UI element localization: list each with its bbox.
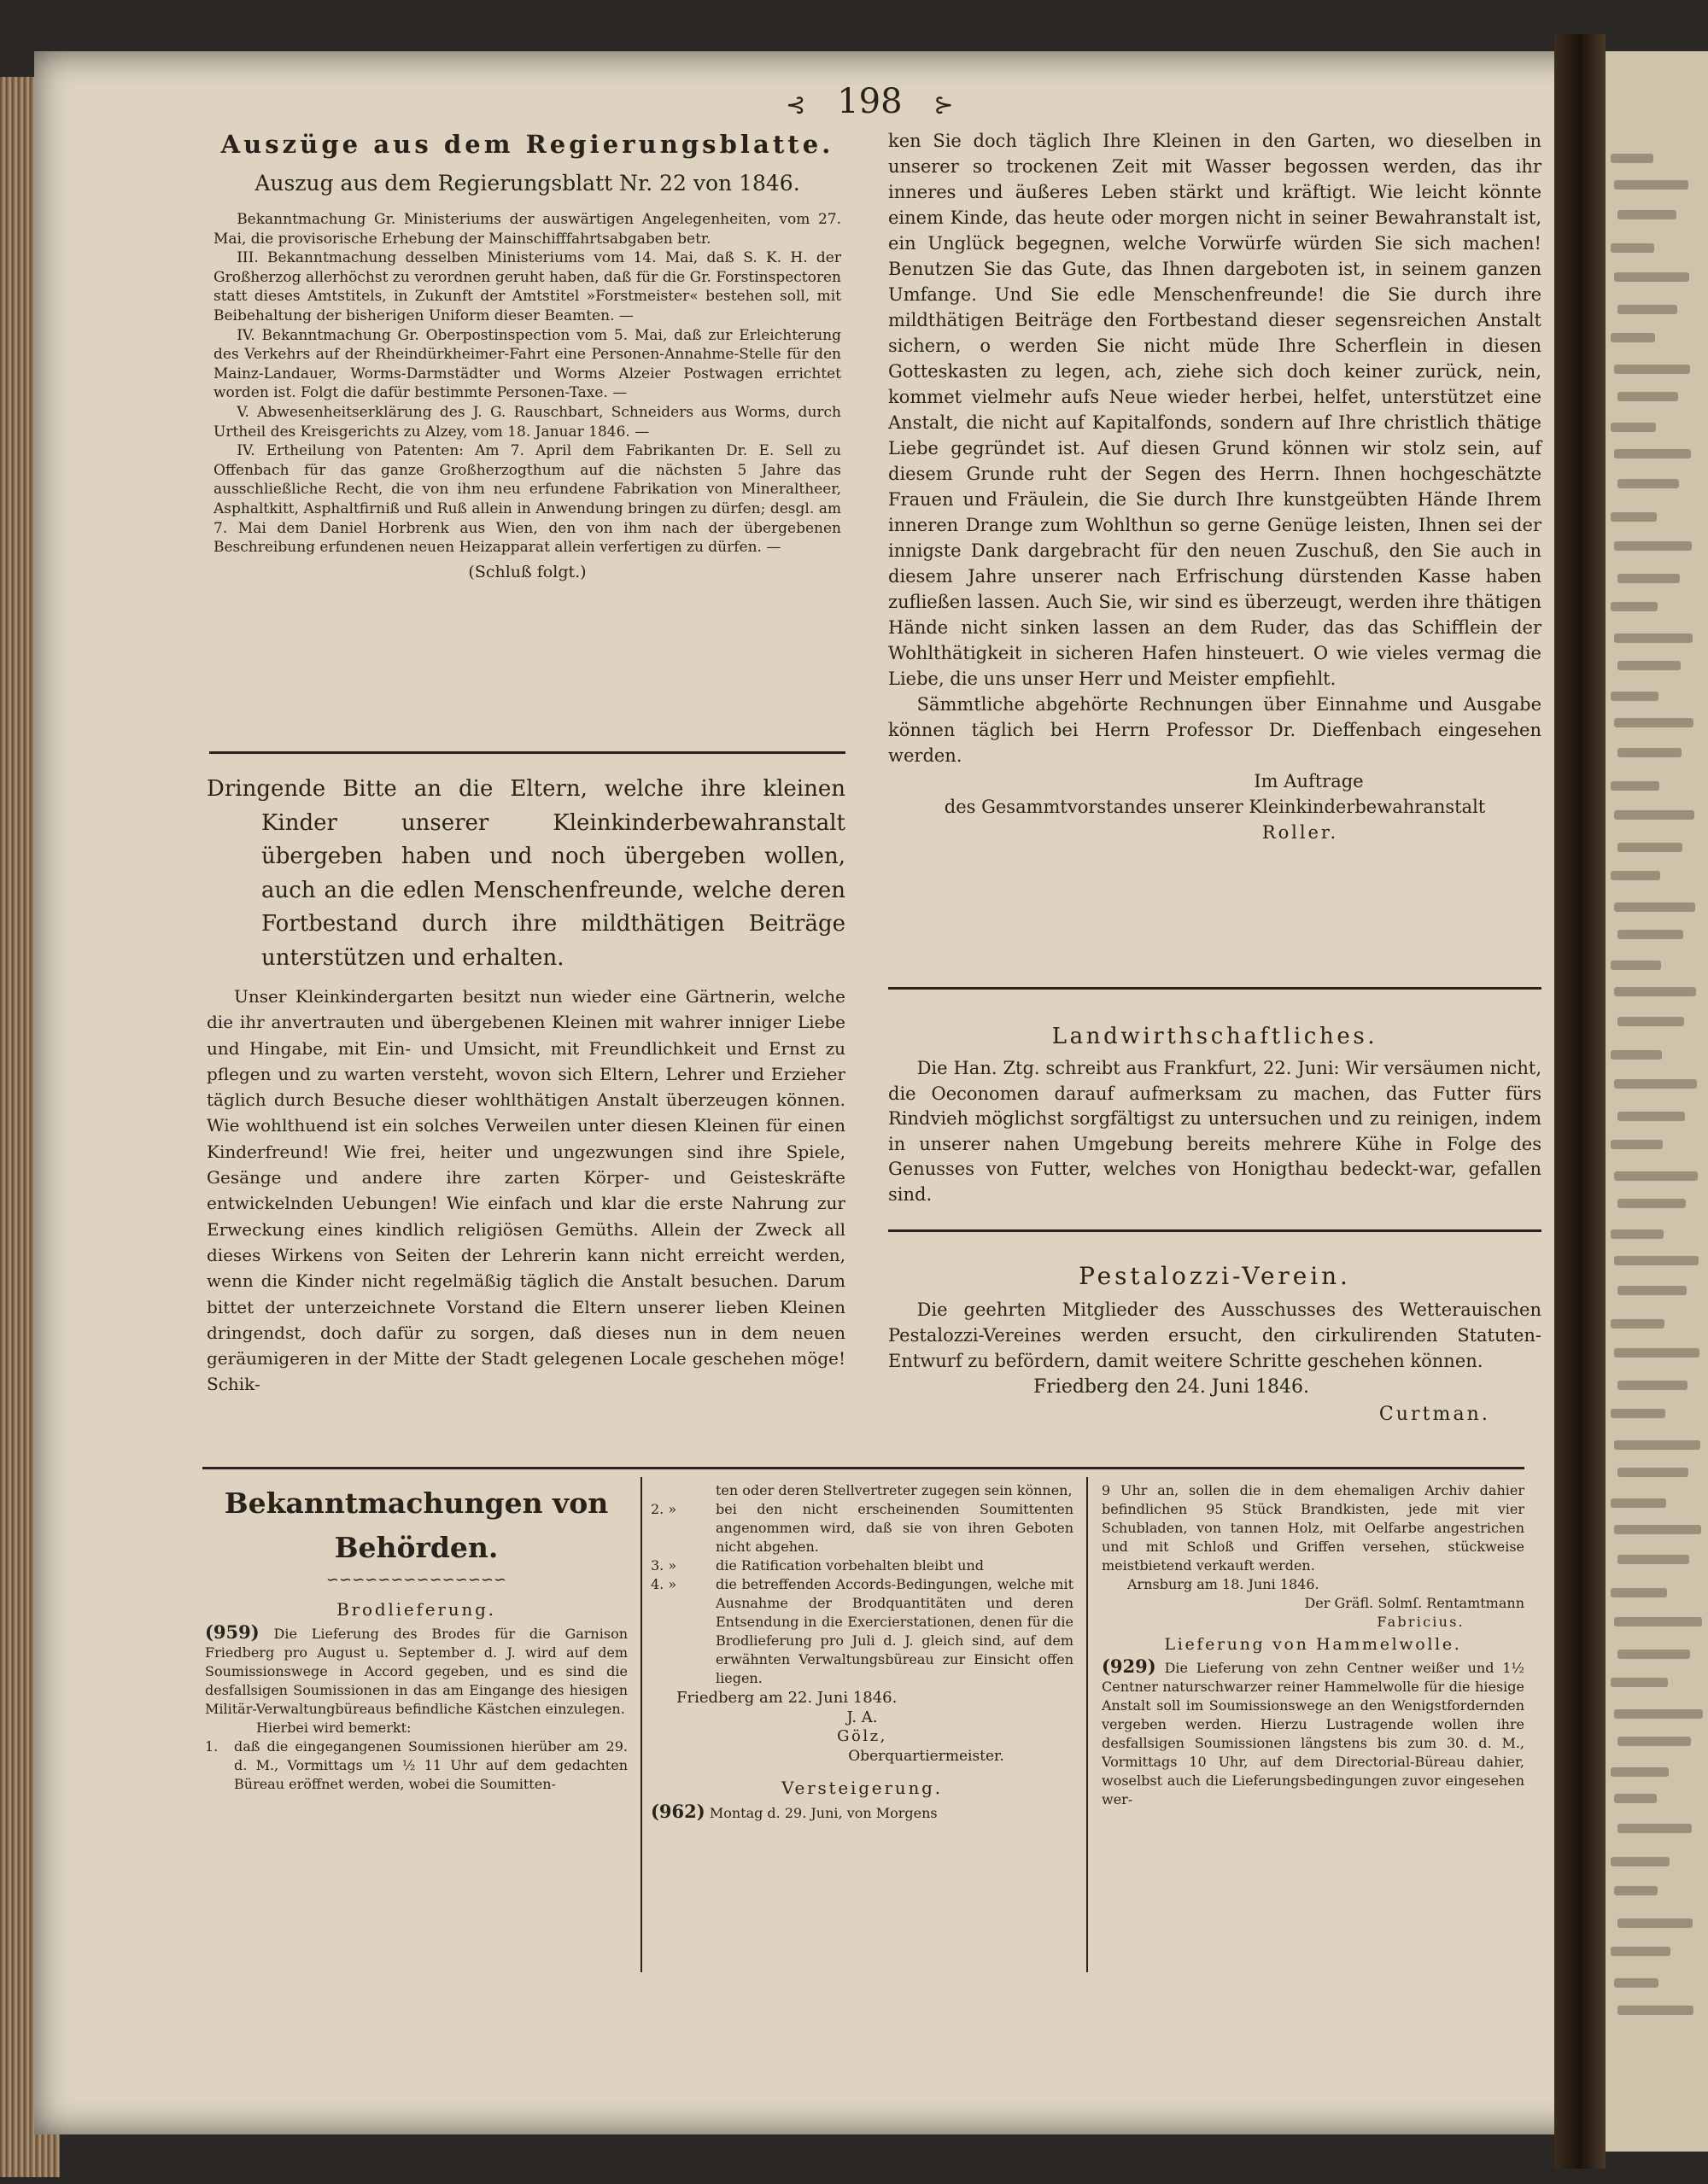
facing-page-text-mark [1617,574,1680,583]
facing-page-text-mark [1614,1440,1700,1450]
facing-page-text-mark [1617,1737,1691,1746]
wool-notice-number: (929) [1102,1656,1156,1677]
facing-page-text-mark [1617,930,1683,939]
facing-page-text-mark [1611,871,1660,880]
bread-list-item [651,1481,1073,1500]
facing-page-text-mark [1617,1555,1689,1564]
facing-page-text-mark [1614,365,1690,374]
agri-body: Die Han. Ztg. schreibt aus Frankfurt, 22. Juni: Wir versäumen nicht, die Oeconomen darauf aufmerksam zu machen, das Futter fürs Rindvieh möglichst sorgfältigst zu untersuchen und zu reinigen, indem in unserer nahen Umgebung bereits mehrere Kühe in Folge des Genusses von Futter, welches von Honigthau bedeckt-war, gefallen sind. [888,1058,1541,1205]
facing-page-text-mark [1614,987,1696,996]
facing-page-text-mark [1611,1857,1670,1866]
facing-page-text-mark [1611,154,1653,163]
notices-col-2 [651,1481,1073,1823]
facing-page-text-mark [1614,902,1695,912]
section-divider [209,751,845,754]
facing-page-text-mark [1614,1709,1703,1719]
facing-page-text-mark [1614,1978,1658,1988]
facing-page-text-mark [1611,692,1658,701]
facing-page-text-mark [1617,1824,1692,1833]
plea-right-column [888,128,1541,845]
pestalozzi-section [888,1259,1541,1428]
bread-body: Die Lieferung des Brodes für die Garnison Friedberg pro August u. September d. J. wird auf dem Soumissionswege in Accord gegeben, und es sind die desfallsigen Soumissionen in das am Eingange des hiesigen Militär-Verwaltungbüreaus befindliche Kästchen einzulegen. [205,1626,628,1717]
decree-item: Bekanntmachung Gr. Ministeriums der auswärtigen Angelegenheiten, vom 27. Mai, die provisorische Erhebung der Mainschifffahrtsabgaben betr. [214,211,841,248]
facing-page-text-mark [1611,1319,1664,1329]
facing-page-text-mark [1611,243,1654,253]
facing-page-text-mark [1614,1079,1697,1089]
facing-page-text-mark [1611,512,1657,522]
auction-title: Versteigerung. [781,1778,943,1798]
continued-note: (Schluß folgt.) [468,562,587,581]
decree-item: IV. Ertheilung von Patenten: Am 7. April dem Fabrikanten Dr. E. Sell zu Offenbach für das ganze Großherzogthum auf die nächsten 5 Jahre das ausschließliche Recht, die von ihm neu erfundene Fabrikation von Mineraltheer, Asphaltkitt, Asphaltfirniß und Ruß allein in Anwendung bringen zu dürfen; desgl. am 7. Mai dem Daniel Horbrenk aus Wien, den von ihm nach der übergebenen Beschreibung erfundenen neuen Heizapparat allein verfertigen zu dürfen. — [214,442,841,557]
facing-page-text-mark [1611,1588,1667,1597]
pestalozzi-title: Pestalozzi-Verein. [1079,1262,1351,1290]
facing-page-text-mark [1614,1886,1658,1895]
flourish-ornament: ∽∽∽∽∽∽∽∽∽∽∽∽∽∽ [325,1571,507,1589]
facing-page-text-mark [1617,1381,1688,1390]
notices-col-3 [1102,1481,1524,1809]
list-text: die Ratification vorbehalten bleibt und [716,1557,984,1574]
facing-page-text-mark [1611,1409,1665,1418]
list-number [651,1481,711,1500]
wool-title: Lieferung von Hammelwolle. [1164,1635,1462,1654]
facing-page-text-mark [1617,843,1682,852]
bread-title: Brodlieferung. [336,1599,496,1620]
ornament-left: ⊰ [786,91,806,119]
column-rule [640,1477,642,1972]
facing-page-text-mark [1617,1468,1688,1477]
facing-page-text-mark [1614,1348,1699,1358]
agri-section [888,1020,1541,1207]
notices-col-1 [205,1481,628,1794]
bread-list-item [651,1556,1073,1575]
facing-page-text-mark [1614,810,1694,820]
facing-page-text-mark [1617,305,1677,314]
wool-body: Die Lieferung von zehn Centner weißer und 1½ Centner naturschwarzer reiner Hammelwolle für die hiesige Anstalt soll im Soumissionswege an den Wenigstfordernden vergeben werden. Hierzu Lustragende wollen ihre desfallsigen Soumissionen längstens bis zum 30. d. M., Vormittags 10 Uhr, auf dem Directorial-Büreau dahier, woselbst auch die Lieferungsbedingungen zuvor eingesehen wer- [1102,1660,1525,1807]
decree-item: IV. Bekanntmachung Gr. Oberpostinspection vom 5. Mai, daß zur Erleichterung des Verkehrs auf der Rheindürkheimer-Fahrt eine Personen-Annahme-Stelle für den Mainz-Landauer, Worms-Darmstädter und Worms Alzeier Postwagen errichtet worden ist. Folgt die dafür bestimmte Personen-Taxe. — [214,326,841,402]
plea-left-column [207,773,845,1398]
section-divider [888,987,1541,990]
decree-item: V. Abwesenheitserklärung des J. G. Rauschbart, Schneiders aus Worms, durch Urtheil des Kreisgerichts zu Alzey, vom 18. Januar 1846. — [214,403,841,441]
pestalozzi-body: Die geehrten Mitglieder des Ausschusses des Wetterauischen Pestalozzi-Vereines werden ersucht, den cirkulirenden Statuten-Entwurf zu befördern, damit weitere Schritte geschehen können. [888,1299,1541,1371]
facing-page-text-mark [1611,1229,1664,1239]
bread-sign-2: Gölz, [837,1727,887,1745]
facing-page-text-mark [1617,210,1676,219]
auction-notice-number: (962) [651,1801,705,1822]
bread-sign-3: Oberquartiermeister. [848,1748,1004,1765]
ornament-right: ⊱ [933,91,954,119]
facing-page-text-mark [1617,1199,1686,1208]
pestalozzi-signature: Curtman. [1378,1404,1490,1425]
facing-page-text-mark [1617,1017,1684,1026]
facing-page-text-mark [1611,1140,1663,1149]
column-rule [1086,1477,1088,1972]
facing-page-text-mark [1614,1794,1657,1803]
auction-body-b: 9 Uhr an, sollen die in dem ehemaligen Archiv dahier befindlichen 95 Stück Brandkisten, jede mit vier Schubladen, von tannen Holz, mit Oelfarbe angestrichen und mit Schloß und Griffen versehen, stückweise meistbietend verkauft werden. [1102,1482,1524,1574]
page-header [786,82,982,121]
facing-page-text-mark [1614,718,1693,727]
bread-list-item [651,1500,1073,1556]
facing-page-text-mark [1614,1617,1702,1626]
section-title: Auszüge aus dem Regierungsblatte. [220,130,834,159]
plea-sign-1: Im Auftrage [1254,771,1364,791]
plea-accounts: Sämmtliche abgehörte Rechnungen über Einnahme und Ausgabe können täglich bei Herrn Professor Dr. Dieffenbach eingesehen werden. [888,694,1541,766]
page-number: 198 [837,82,903,121]
list-number: 1. [205,1738,219,1755]
facing-page-text-mark [1611,423,1656,432]
auction-sign-2: Fabricius. [1377,1614,1465,1630]
list-text: bei den nicht erscheinenden Soumittenten angenommen wird, daß sie von ihren Geboten nicht abgehen. [716,1501,1073,1555]
bread-sign-1: J. A. [846,1708,878,1726]
facing-page-text-mark [1617,748,1682,757]
facing-page-text-mark [1611,961,1661,970]
plea-sign-3: Roller. [1261,822,1339,843]
plea-heading: Dringende Bitte an die Eltern, welche ihre kleinen Kinder unserer Kleinkinderbewahranstalt übergeben haben und noch übergeben wollen, auch an die edlen Menschenfreunde, welche deren Fortbestand durch ihre mildthätigen Beiträge unterstützen und erhalten. [207,776,845,971]
facing-page-text-mark [1617,1650,1690,1659]
section-divider [888,1229,1541,1232]
section-subtitle: Auszug aus dem Regierungsblatt Nr. 22 von 1846. [254,171,800,196]
agri-title: Landwirthschaftliches. [1051,1024,1378,1049]
plea-body-right: ken Sie doch täglich Ihre Kleinen in den Garten, wo dieselben in unserer so trockenen Zeit mit Wasser begossen werden, das ihr inneres und äußeres Leben stärkt und kräftigt. Wie leicht könnte einem Kinde, das heute oder morgen nicht in seiner Bewahranstalt ist, ein Unglück begegnen, welche Vorwürfe würden Sie sich machen! Benutzen Sie das Gute, das Ihnen dargeboten ist, in seinem ganzen Umfange. Und Sie edle Menschenfreunde! die Sie durch ihre mildthätigen Beiträge den Fortbestand dieser segensreichen Anstalt sichern, o werden Sie nicht müde Ihre Scherflein in diesen Gotteskasten zu legen, ach, ziehe sich doch keiner zurück, nein, kommet vielmehr aufs Neue wieder herbei, helfet, unterstützet eine Anstalt, die nicht auf Kapitalfonds, sondern auf Ihre christlich thätige Liebe gegründet ist. Auf diesen Grund können wir stolz sein, auf diesem Grunde ruht der Segen des Herrn. Ihnen hochgeschätzte Frauen und Fräulein, die Sie durch Ihre kunstgeübten Hände Ihrem inneren Drange zum Wohlthun so gerne Genüge leisten, Ihnen sei der innigste Dank dargebracht für den neuen Zuschuß, den Sie auch in diesem Jahre unserer nach Erfrischung dürstenden Kasse haben zufließen lassen. Auch Sie, wir sind es überzeugt, werden ihre thätigen Hände nicht sinken lassen an dem Ruder, das das Schifflein der Wohlthätigkeit in sicheren Hafen hinsteuert. O wie vieles vermag die Liebe, die uns unser Herr und Meister empfiehlt. [888,131,1541,689]
facing-page-text-mark [1614,1525,1701,1534]
facing-page-text-mark [1617,479,1679,488]
facing-page-text-mark [1617,661,1681,670]
facing-page-text-mark [1614,180,1688,190]
facing-page-text-mark [1617,1286,1687,1295]
auction-date: Arnsburg am 18. Juni 1846. [1127,1576,1319,1592]
auction-body-a: Montag d. 29. Juni, von Morgens [709,1805,938,1821]
facing-page-text-mark [1614,449,1691,458]
facing-page-text-mark [1611,781,1659,791]
facing-page-text-mark [1614,272,1689,282]
facing-page-text-mark [1611,1947,1670,1956]
facing-page-text-mark [1617,2006,1693,2015]
facing-page-text-mark [1614,634,1693,643]
book-gutter [1554,34,1606,2169]
plea-body-left: Unser Kleinkindergarten besitzt nun wieder eine Gärtnerin, welche die ihr anvertrauten und übergebenen Kleinen mit wahrer inniger Liebe und Hingabe, mit Ein- und Umsicht, mit Freundlichkeit und Ernst zu pflegen und zu warten versteht, wovon sich Eltern, Lehrer und Erzieher täglich durch Besuche dieser wohlthätigen Anstalt überzeugen können. Wie wohlthuend ist ein solches Verweilen unter diesen Kleinen für einen Kinderfreund! Wie frei, heiter und ungezwungen sind ihre Spiele, Gesänge und andere ihre zarten Körper- und Geisteskräfte entwickelnden Uebungen! Wie einfach und klar die erste Nahrung zur Erweckung eines kindlich religiösen Gemüths. Allein der Zweck all dieses Wirkens von Seiten der Lehrerin kann nicht erreicht werden, wenn die Kinder nicht regelmäßig täglich die Anstalt besuchen. Darum bittet der unterzeichnete Vorstand die Eltern unserer lieben Kleinen dringendst, doch dafür zu sorgen, daß dieses nun in dem neuen geräumigeren in der Mitte der Stadt gelegenen Locale geschehen möge! Schik- [207,986,845,1395]
facing-page-text-mark [1617,392,1678,401]
list-text: ten oder deren Stellvertreter zugegen sein können, [716,1482,1073,1498]
facing-page-text-mark [1611,333,1655,342]
facing-page-text-mark [1611,1767,1669,1777]
facing-page-fragment [1606,51,1708,2152]
facing-page-text-mark [1614,1256,1699,1265]
facing-page-text-mark [1611,1678,1668,1687]
facing-page-text-mark [1611,602,1658,611]
facing-page-text-mark [1614,1171,1698,1181]
notices-title: Bekanntmachungen von Behörden. [224,1486,609,1564]
list-text: die betreffenden Accords-Bedingungen, welche mit Ausnahme der Brodquantitäten und deren Entsendung in die Exercierstationen, denen für die Brodlieferung pro Juli d. J. gleich sind, auf dem erwähnten Verwaltungsbüreau zur Einsicht offen liegen. [716,1576,1073,1686]
decree-item: III. Bekanntmachung desselben Ministeriums vom 14. Mai, daß S. K. H. der Großherzog allerhöchst zu verordnen geruht haben, daß für die Gr. Forstinspectoren statt dieses Amtstitels, in Zukunft der Amtstitel »Forstmeister« bestehen soll, mit Beibehaltung der bisherigen Uniform dieser Beamten. — [214,249,841,324]
facing-page-text-mark [1611,1050,1662,1060]
bread-notice-number: (959) [205,1621,260,1643]
list-text: daß die eingegangenen Soumissionen hierüber am 29. d. M., Vormittags um ½ 11 Uhr auf dem gedachten Büreau eröffnet werden, wobei die Soumitten- [234,1738,628,1792]
list-number: 2. » [651,1501,677,1517]
bread-note: Hierbei wird bemerkt: [256,1720,412,1736]
plea-sign-2: des Gesammtvorstandes unserer Kleinkinderbewahranstalt [944,797,1486,817]
regierungsblatt-section [214,128,841,581]
facing-page-text-mark [1614,541,1692,551]
notices-divider [202,1467,1524,1469]
auction-sign-1: Der Gräfl. Solmſ. Rentamtmann [1304,1595,1524,1611]
bread-list-item [651,1575,1073,1688]
list-number: 4. » [651,1576,677,1592]
list-number: 3. » [651,1557,677,1574]
bread-list-item [205,1737,628,1794]
facing-page-text-mark [1617,1112,1685,1121]
bread-date: Friedberg am 22. Juni 1846. [676,1689,898,1707]
pestalozzi-place-date: Friedberg den 24. Juni 1846. [1033,1376,1310,1398]
facing-page-text-mark [1617,1918,1693,1928]
facing-page-text-mark [1611,1498,1666,1508]
